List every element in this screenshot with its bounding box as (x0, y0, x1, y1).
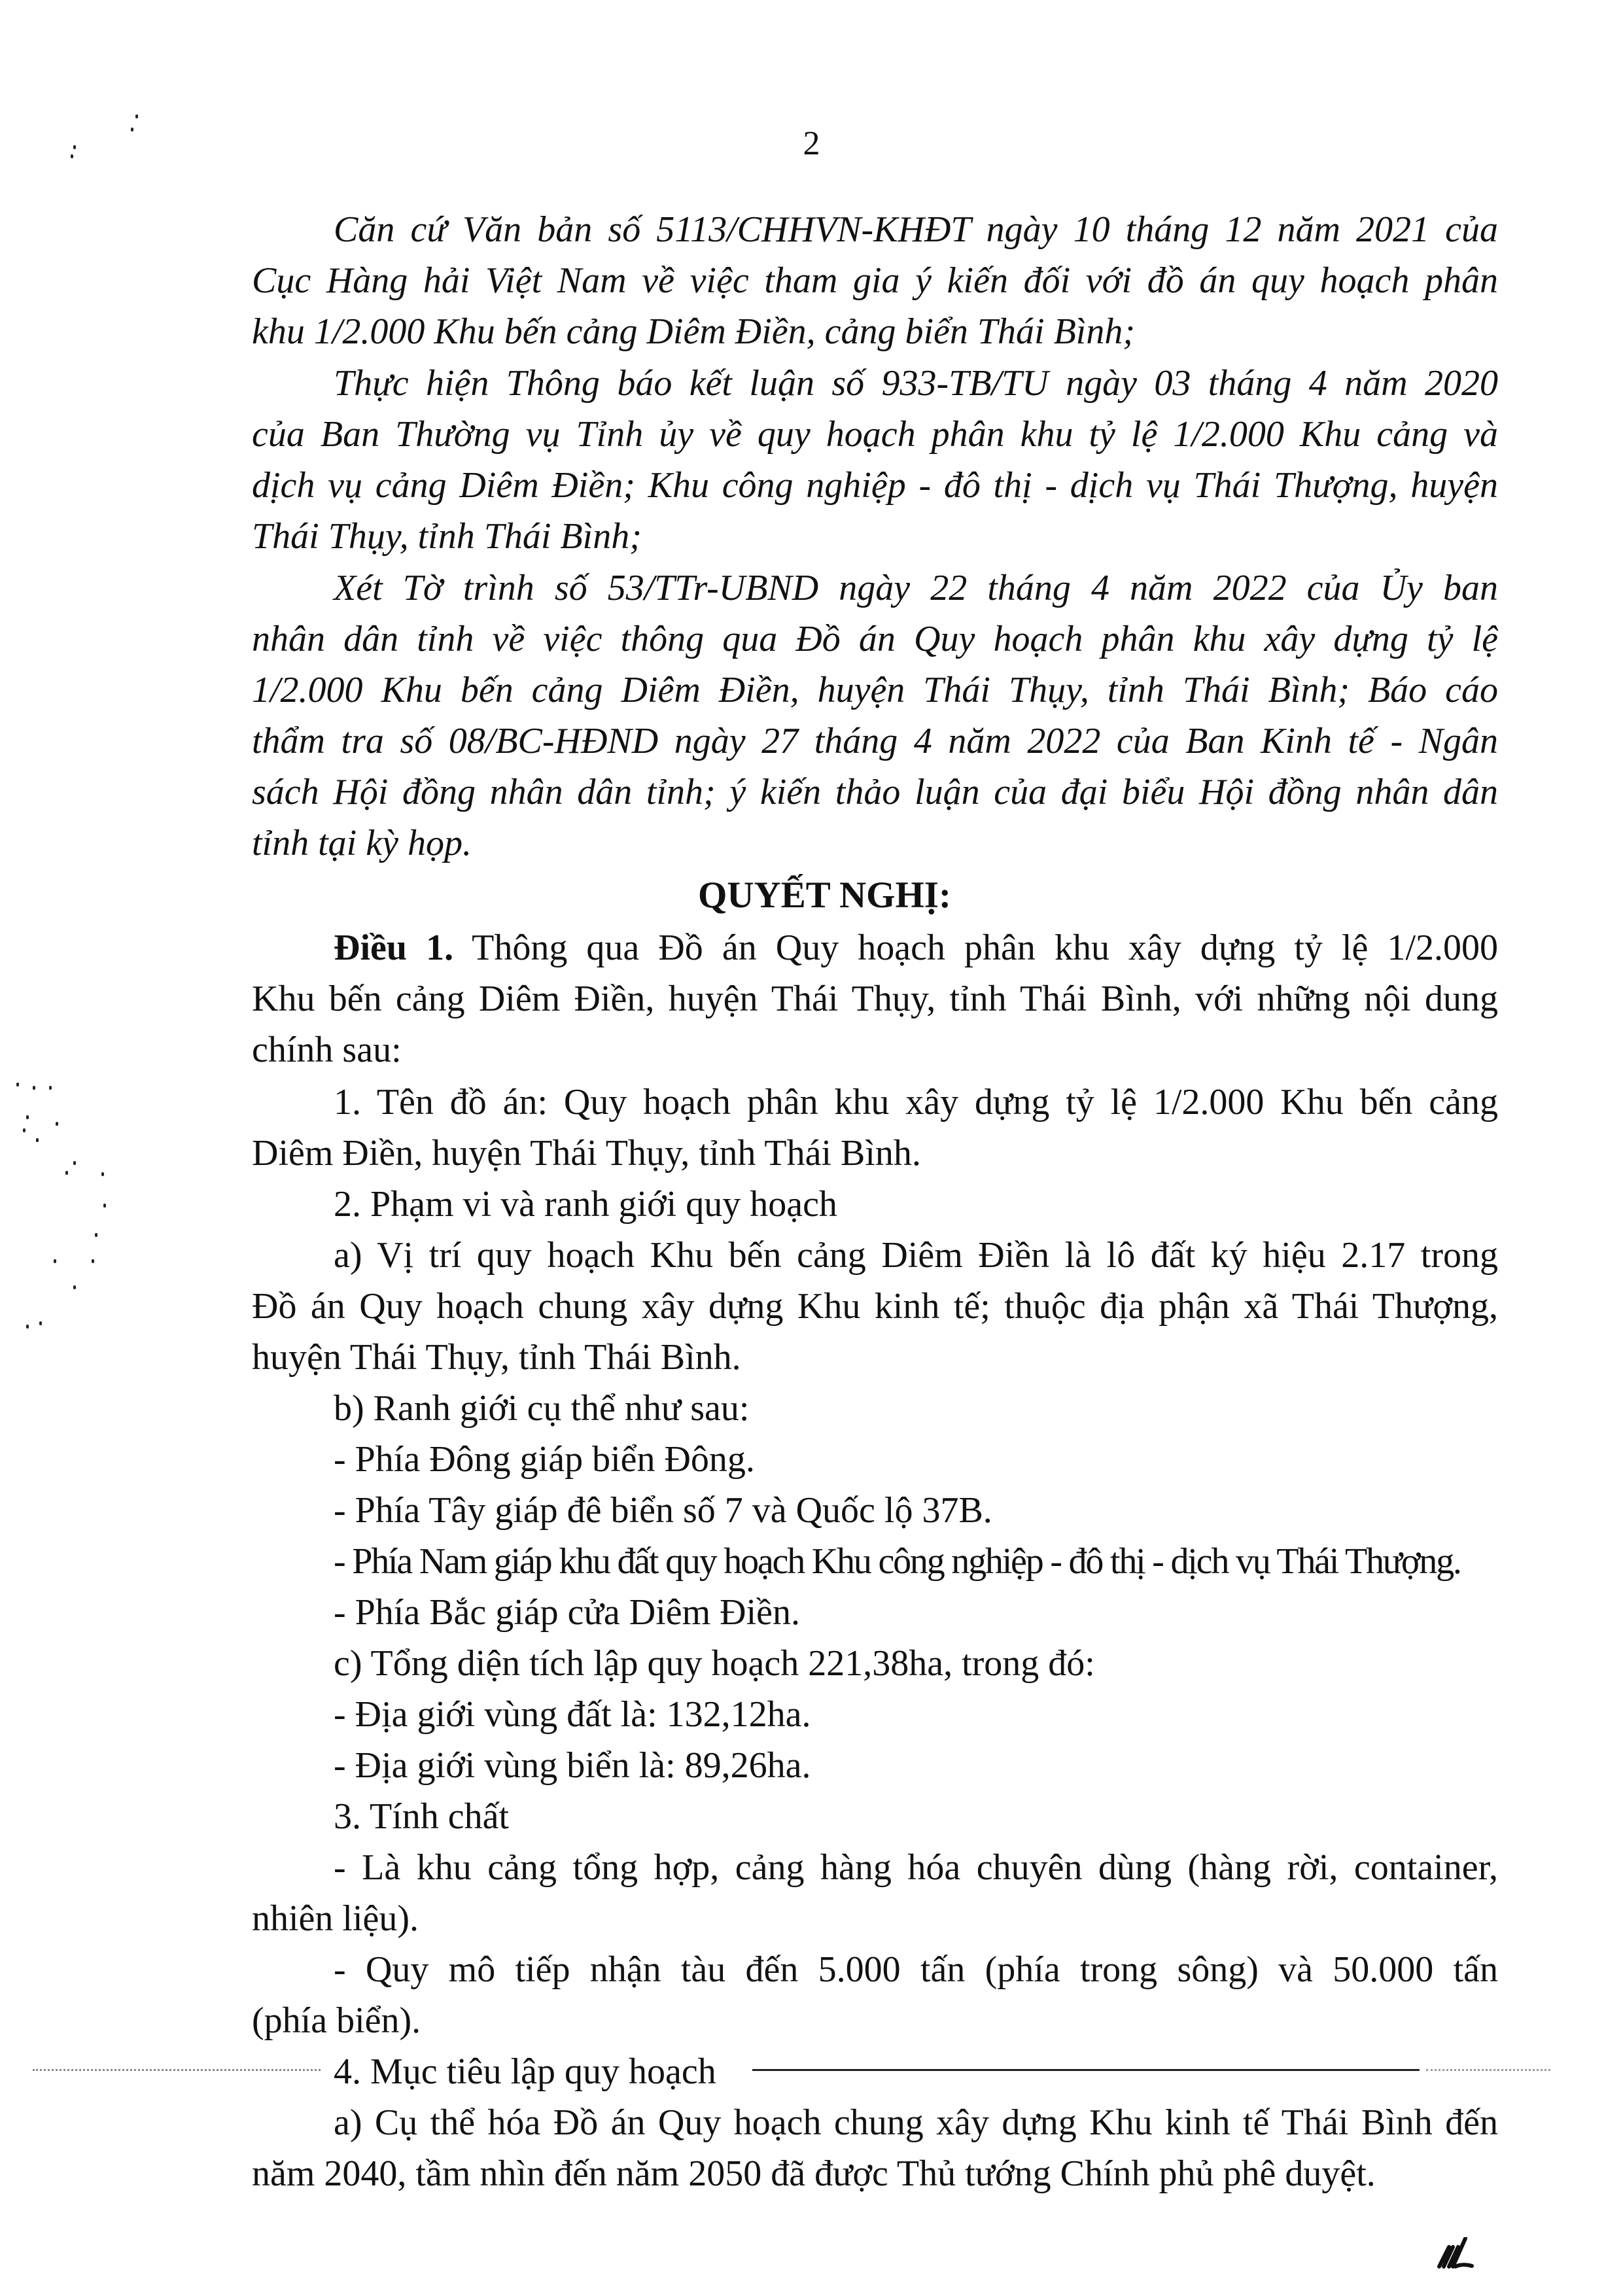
scan-speck (33, 1086, 35, 1090)
preamble-3-line-2: nhân dân tỉnh về việc thông qua Đồ án Quy hoạch phân khu xây dựng tỷ lệ (252, 619, 1498, 659)
article-1-label: Điều 1. (334, 928, 454, 968)
boundary-north: - Phía Bắc giáp cửa Diêm Điền. (334, 1592, 801, 1633)
preamble-2-line-1: Thực hiện Thông báo kết luận số 933-TB/TU ngày 03 tháng 4 năm 2020 (334, 363, 1498, 404)
item-3-heading: 3. Tính chất (334, 1796, 510, 1837)
page-number: 2 (803, 125, 820, 162)
strike-rule (752, 2069, 1420, 2071)
boundary-east: - Phía Đông giáp biển Đông. (334, 1439, 755, 1480)
scan-speck (73, 1285, 76, 1289)
scan-speck (54, 1259, 56, 1263)
resolution-heading: QUYẾT NGHỊ: (698, 875, 951, 916)
preamble-3-line-5: sách Hội đồng nhân dân tỉnh; ý kiến thảo luận của đại biểu Hội đồng nhân dân (252, 772, 1498, 812)
item-1-line-1: 1. Tên đồ án: Quy hoạch phân khu xây dựng tỷ lệ 1/2.000 Khu bến cảng (334, 1082, 1498, 1122)
item-2a-line-2: Đồ án Quy hoạch chung xây dựng Khu kinh tế; thuộc địa phận xã Thái Thượng, (252, 1286, 1498, 1327)
boundary-west: - Phía Tây giáp đê biển số 7 và Quốc lộ 37B. (334, 1490, 992, 1531)
boundary-south: - Phía Nam giáp khu đất quy hoạch Khu công nghiệp - đô thị - dịch vụ Thái Thượng. (334, 1541, 1461, 1582)
item-2c-total-area: c) Tổng diện tích lập quy hoạch 221,38ha, trong đó: (334, 1643, 1095, 1684)
scan-speck (101, 1172, 104, 1176)
scan-speck (16, 1083, 19, 1087)
item-3-line-4: (phía biển). (252, 2000, 421, 2041)
item-3-line-3: - Quy mô tiếp nhận tàu đến 5.000 tấn (phía trong sông) và 50.000 tấn (334, 1949, 1498, 1990)
article-1-text: Thông qua Đồ án Quy hoạch phân khu xây dựng tỷ lệ 1/2.000 (472, 928, 1499, 968)
item-3-line-1: - Là khu cảng tổng hợp, cảng hàng hóa chuyên dùng (hàng rời, container, (334, 1847, 1498, 1888)
scan-speck (131, 128, 133, 131)
item-4-heading: 4. Mục tiêu lập quy hoạch (334, 2051, 716, 2092)
signature-initials (1436, 2237, 1482, 2270)
scan-speck (65, 1171, 68, 1175)
preamble-2-line-4: Thái Thụy, tỉnh Thái Bình; (252, 516, 642, 557)
article-1-line-3: chính sau: (252, 1030, 402, 1070)
item-4a-line-1: a) Cụ thể hóa Đồ án Quy hoạch chung xây dựng Khu kinh tế Thái Bình đến (334, 2102, 1498, 2143)
preamble-3-line-6: tỉnh tại kỳ họp. (252, 823, 472, 863)
land-area: - Địa giới vùng đất là: 132,12ha. (334, 1694, 811, 1735)
article-1-line-2: Khu bến cảng Diêm Điền, huyện Thái Thụy, tỉnh Thái Bình, với những nội dung (252, 979, 1498, 1019)
scan-speck (56, 1122, 58, 1126)
preamble-3-line-1: Xét Tờ trình số 53/TTr-UBND ngày 22 tháng 4 năm 2022 của Ủy ban (334, 568, 1498, 608)
item-2a-line-1: a) Vị trí quy hoạch Khu bến cảng Diêm Điền là lô đất ký hiệu 2.17 trong (334, 1235, 1498, 1276)
preamble-1-line-1: Căn cứ Văn bản số 5113/CHHVN-KHĐT ngày 10 tháng 12 năm 2021 của (334, 209, 1498, 250)
scan-speck (49, 1086, 52, 1090)
item-4a-line-2: năm 2040, tầm nhìn đến năm 2050 đã được Thủ tướng Chính phủ phê duyệt. (252, 2153, 1376, 2194)
item-1-line-2: Diêm Điền, huyện Thái Thụy, tỉnh Thái Bình. (252, 1133, 921, 1174)
scan-speck (23, 1128, 26, 1132)
item-2-heading: 2. Phạm vi và ranh giới quy hoạch (334, 1184, 837, 1225)
preamble-3-line-3: 1/2.000 Khu bến cảng Diêm Điền, huyện Thái Thụy, tỉnh Thái Bình; Báo cáo (252, 670, 1498, 710)
scan-speck (73, 1161, 76, 1165)
preamble-1-line-3: khu 1/2.000 Khu bến cảng Diêm Điền, cảng biển Thái Bình; (252, 311, 1136, 352)
scan-speck (26, 1325, 29, 1329)
preamble-2-line-3: dịch vụ cảng Diêm Điền; Khu công nghiệp - đô thị - dịch vụ Thái Thượng, huyện (252, 465, 1498, 506)
scan-speck (73, 145, 76, 149)
scan-speck (26, 1115, 29, 1119)
article-1-line-1 (334, 926, 1498, 969)
item-2b-heading: b) Ranh giới cụ thể như sau: (334, 1388, 750, 1429)
scan-dotted-mark (33, 2069, 321, 2071)
preamble-2-line-2: của Ban Thường vụ Tỉnh ủy về quy hoạch phân khu tỷ lệ 1/2.000 Khu cảng và (252, 414, 1498, 455)
preamble-3-line-4: thẩm tra số 08/BC-HĐND ngày 27 tháng 4 năm 2022 của Ban Kinh tế - Ngân (252, 721, 1498, 761)
sea-area: - Địa giới vùng biển là: 89,26ha. (334, 1745, 811, 1786)
item-3-line-2: nhiên liệu). (252, 1898, 419, 1939)
scan-speck (39, 1321, 42, 1325)
scan-speck (103, 1204, 106, 1208)
item-2a-line-3: huyện Thái Thụy, tỉnh Thái Bình. (252, 1337, 741, 1378)
scan-speck (92, 1259, 94, 1263)
scan-speck (95, 1233, 97, 1237)
scan-speck (36, 1138, 39, 1142)
scan-speck (71, 154, 73, 158)
scan-speck (135, 114, 138, 118)
preamble-1-line-2: Cục Hàng hải Việt Nam về việc tham gia ý kiến đối với đồ án quy hoạch phân (252, 260, 1498, 301)
scan-dotted-mark (1426, 2069, 1550, 2071)
